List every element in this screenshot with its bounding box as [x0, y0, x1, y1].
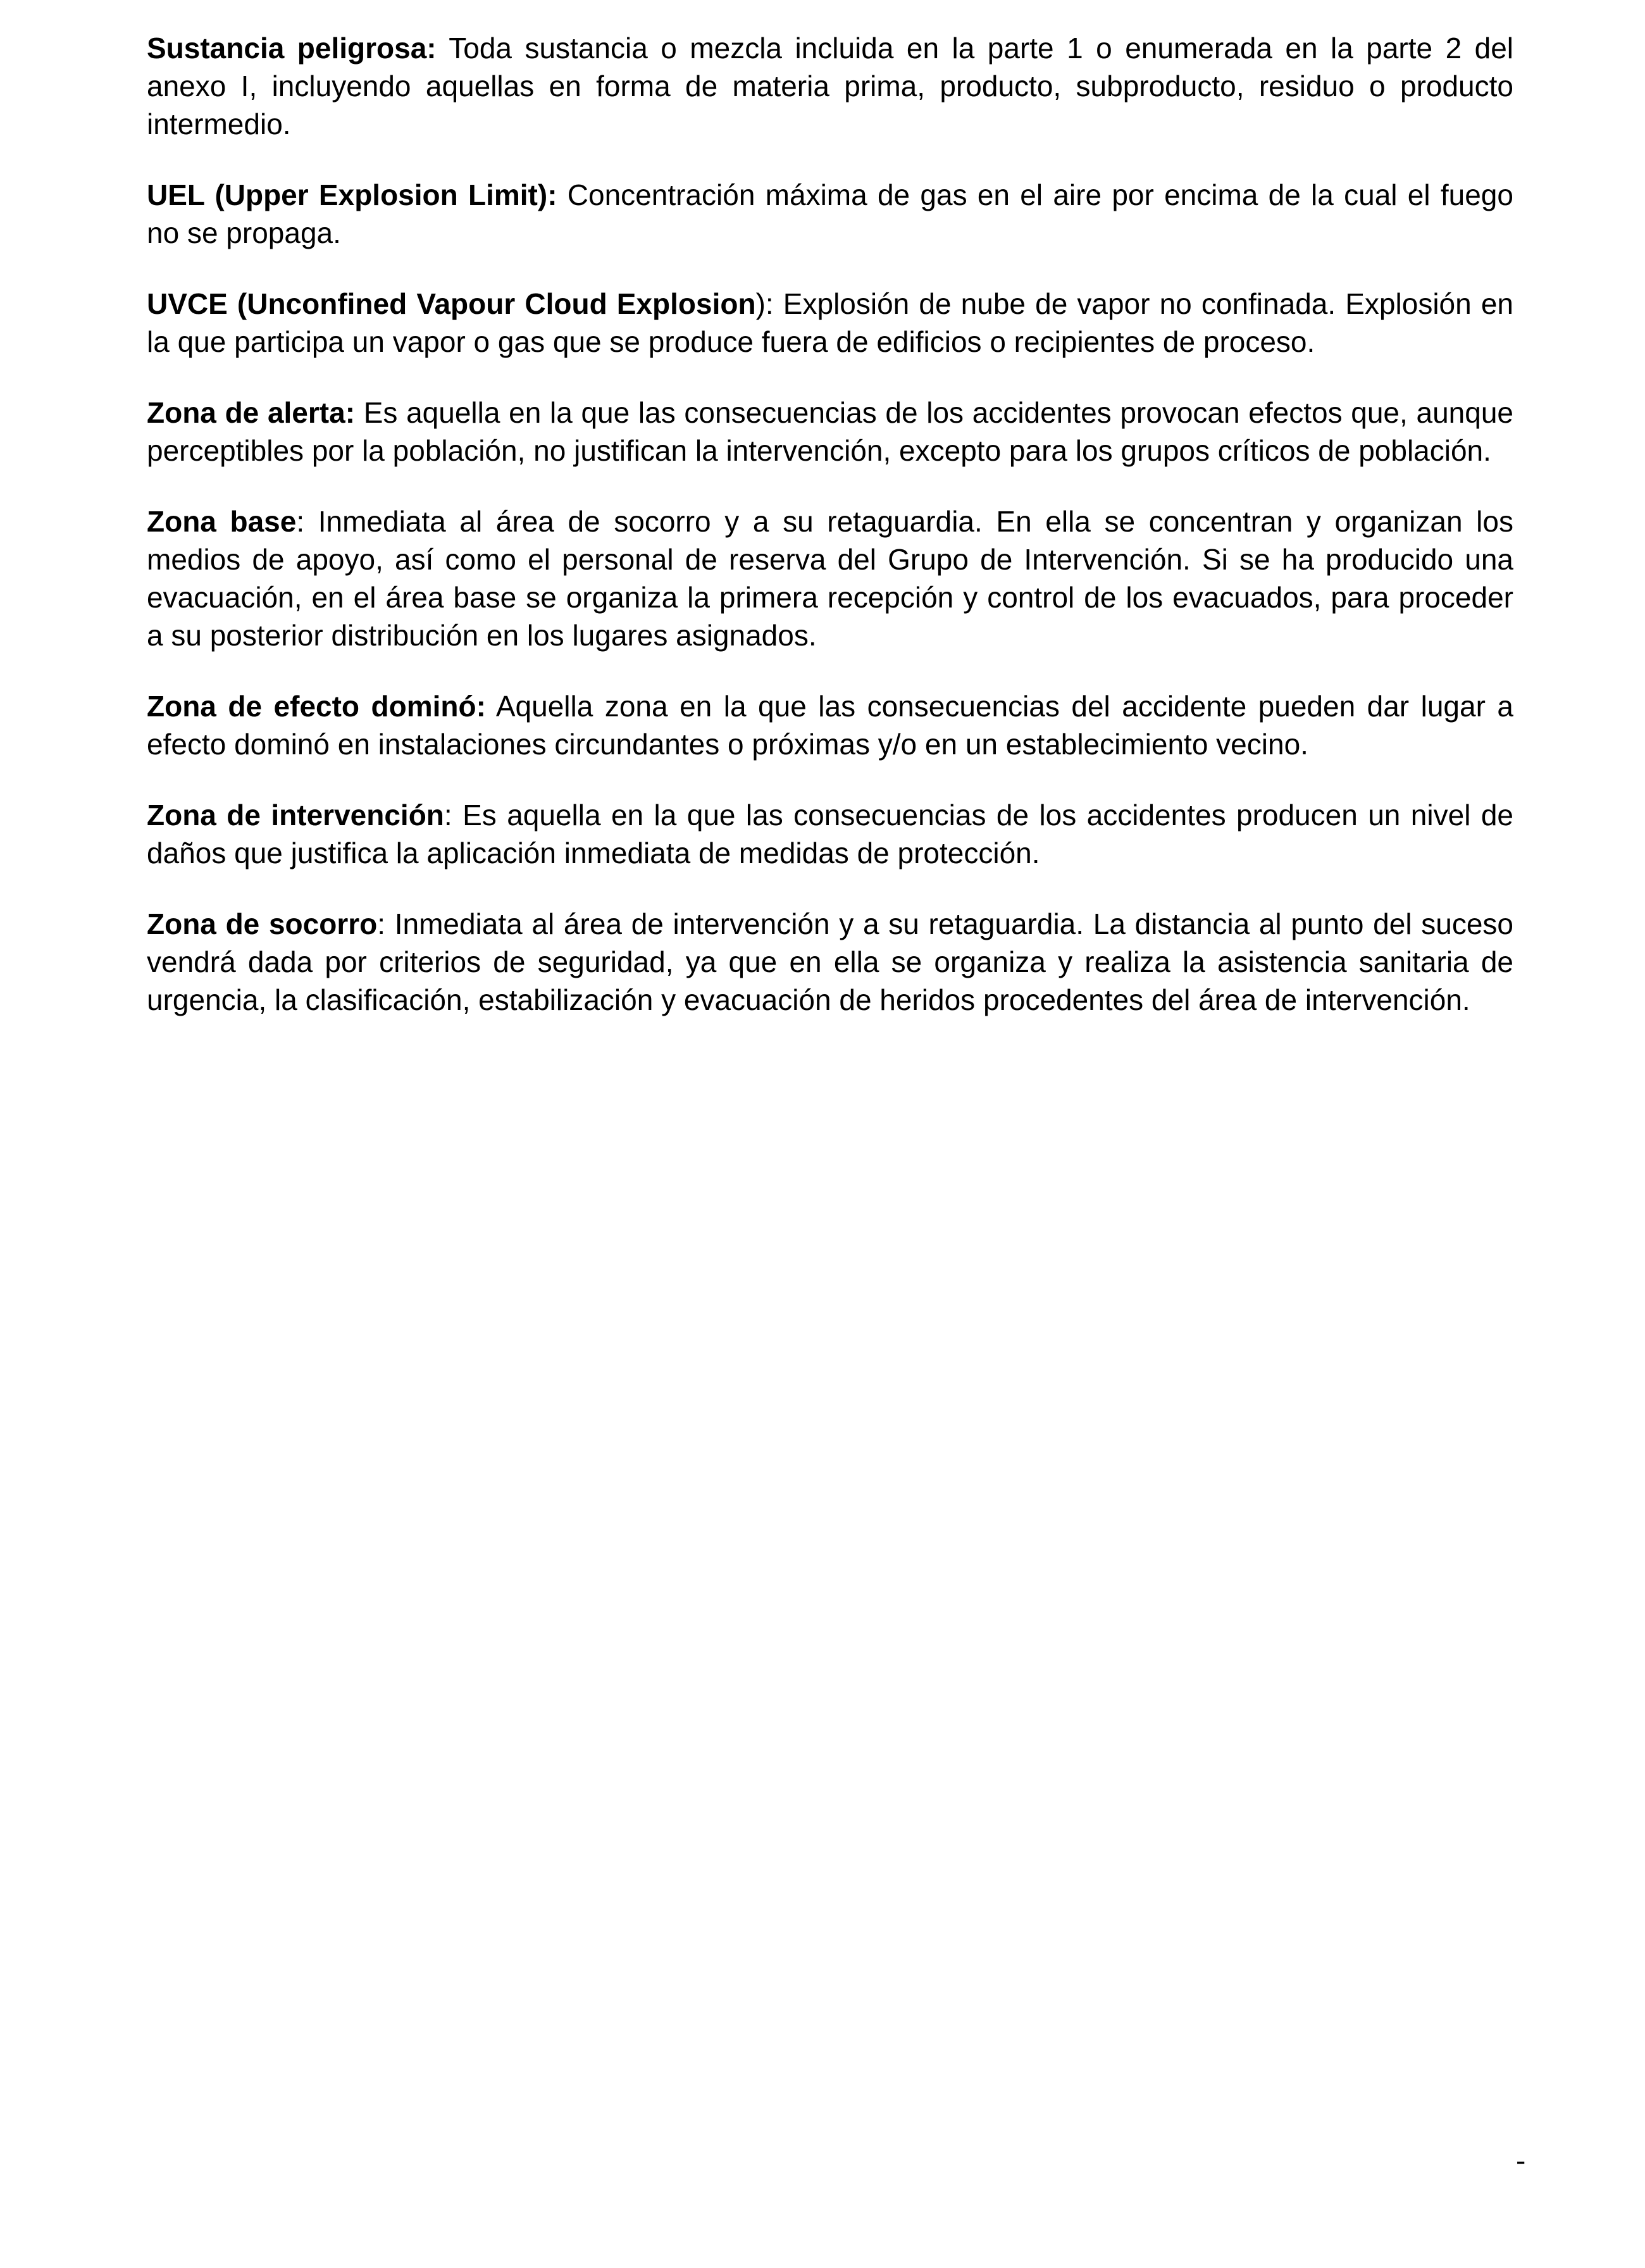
glossary-term: Zona base: [147, 505, 297, 538]
glossary-entry: [147, 394, 1513, 470]
glossary-definition: Toda sustancia o mezcla incluida en la parte 1 o enumerada en la parte 2 del anexo I, incluyendo aquellas en forma de materia prima, producto, subproducto, residuo o producto intermedio.: [147, 32, 1514, 140]
glossary-definition: Concentración máxima de gas en el aire por encima de la cual el fuego no se propaga.: [147, 178, 1513, 249]
glossary-entry: [147, 29, 1513, 143]
glossary-definition: : Inmediata al área de socorro y a su retaguardia. En ella se concentran y organizan los medios de apoyo, así como el personal de reserva del Grupo de Intervención. Si se ha producido una evacuación, en el área base se organiza la primera recepción y control de los evacuados, para proceder a su posterior distribución en los lugares asignados.: [147, 505, 1513, 652]
glossary-term: Zona de socorro: [147, 907, 378, 940]
glossary-term: Zona de intervención: [147, 799, 444, 832]
glossary-entry: [147, 502, 1513, 654]
glossary-entry: [147, 285, 1513, 361]
glossary-term: UEL (Upper Explosion Limit):: [147, 178, 557, 211]
glossary-entry: [147, 687, 1513, 763]
glossary-entry: [147, 176, 1513, 252]
glossary-term: UVCE (Unconfined Vapour Cloud Explosion: [147, 287, 756, 320]
glossary-term: Sustancia peligrosa:: [147, 32, 437, 65]
glossary-content: [147, 29, 1513, 1052]
glossary-term: Zona de alerta:: [147, 396, 356, 429]
glossary-term: Zona de efecto dominó:: [147, 690, 486, 723]
glossary-entry: [147, 905, 1513, 1019]
glossary-definition: : Inmediata al área de intervención y a su retaguardia. La distancia al punto del suceso vendrá dada por criterios de seguridad, ya que en ella se organiza y realiza la asistencia sanitaria de urgencia, la clasificación, estabilización y evacuación de heridos procedentes del área de intervención.: [147, 907, 1513, 1016]
glossary-definition: Aquella zona en la que las consecuencias del accidente pueden dar lugar a efecto dominó en instalaciones circundantes o próximas y/o en un establecimiento vecino.: [147, 690, 1513, 761]
glossary-entry: [147, 796, 1513, 872]
bottom-right-stray-mark: -: [1516, 2144, 1526, 2177]
glossary-definition: Es aquella en la que las consecuencias de los accidentes provocan efectos que, aunque perceptibles por la población, no justifican la intervención, excepto para los grupos críticos de población.: [147, 396, 1513, 467]
glossary-definition: : Es aquella en la que las consecuencias de los accidentes producen un nivel de daños que justifica la aplicación inmediata de medidas de protección.: [147, 799, 1513, 869]
glossary-definition: ): Explosión de nube de vapor no confinada. Explosión en la que participa un vapor o gas que se produce fuera de edificios o recipientes de proceso.: [147, 287, 1513, 358]
